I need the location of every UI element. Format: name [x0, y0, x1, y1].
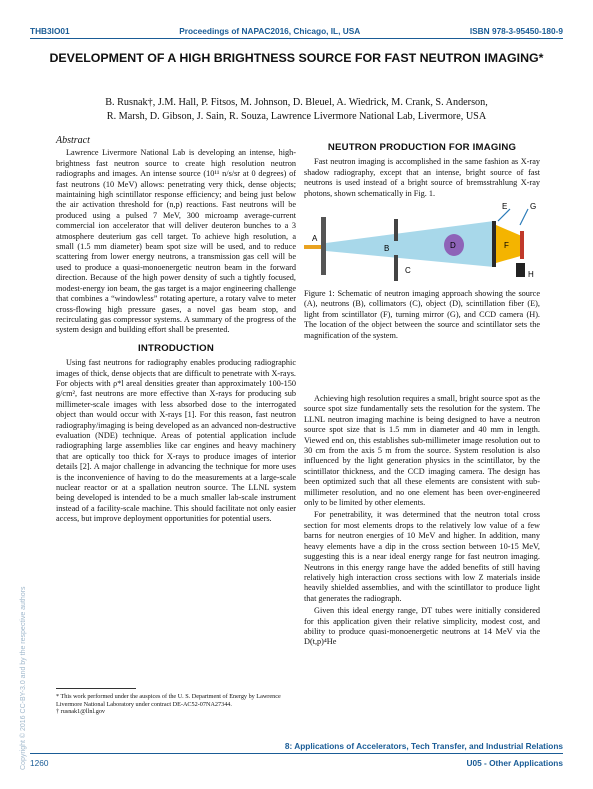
ccd-camera-h — [516, 263, 525, 277]
pointer-g — [520, 209, 528, 225]
label-c: C — [405, 266, 411, 276]
neutron-imaging-diagram — [304, 203, 540, 285]
author-list — [40, 96, 553, 124]
label-g: G — [530, 203, 537, 212]
label-a: A — [312, 234, 318, 244]
neutron-beam — [326, 221, 494, 267]
header-paper-id: THB3IO01 — [30, 26, 70, 36]
header-isbn: ISBN 978-3-95450-180-9 — [469, 26, 563, 36]
footer-page-number: 1260 — [30, 758, 49, 768]
footer-classification: U05 - Other Applications — [466, 758, 563, 768]
source-wall — [321, 217, 326, 275]
abstract-heading: Abstract — [56, 135, 90, 146]
footnotes — [56, 693, 296, 716]
header-rule — [30, 38, 563, 39]
collimator-bottom — [394, 255, 398, 281]
mirror-g — [520, 231, 524, 259]
introduction-heading: INTRODUCTION — [138, 342, 214, 354]
right-column-top — [304, 143, 540, 343]
paragraph-resolution: Achieving high resolution requires a small, bright source spot as the source spot size fundamentally sets the resolution for the system. The LLNL neutron imaging machine is being designed to have a neutron source spot size that is 1.5 mm in diameter and 40 mm in length. Viewed end on, this establishes sub-millimeter image resolution out to 30 cm from the axis 5 m from the source. System resolution is also influenced by the light generation physics in the scintillator, by the scintillator thickness, and the CCD imaging camera. The design has been optimized such that all these elements are consistent with sub-millimeter resolution, and no one element has been over-engineered only to be limited by other elements. — [304, 394, 540, 508]
footnote-rule — [56, 688, 136, 689]
footnote-email: † rusnak1@llnl.gov — [56, 708, 106, 716]
figure-1-caption: Figure 1: Schematic of neutron imaging approach showing the source (A), neutrons (B), collimators (C), object (D), scintillation fiber (E), light from scintillator (F), turning mirror (G), and CCD camera (H). The location of the object between the source and scintillator sets the magnification of the system. — [304, 289, 540, 340]
label-e: E — [502, 203, 508, 212]
scintillator-light-f — [496, 225, 524, 263]
author-line-2: R. Marsh, D. Gibson, J. Sain, R. Souza, Lawrence Livermore National Lab, Livermore, USA — [106, 111, 487, 122]
label-d: D — [450, 241, 456, 251]
label-f: F — [504, 241, 509, 251]
scintillator-e — [492, 221, 496, 267]
left-column — [56, 136, 296, 527]
production-heading: NEUTRON PRODUCTION FOR IMAGING — [327, 142, 517, 153]
running-header — [30, 26, 563, 36]
paragraph-energy-range: Given this ideal energy range, DT tubes were initially considered for this application given their relative simplicity, modest cost, and ability to produce quasi-monoenergetic neutrons at 14 MeV via the D(t,p)⁴He — [304, 606, 540, 647]
copyright-sidebar: Copyright © 2016 CC-BY-3.0 and by the respective authors — [20, 586, 27, 770]
collimator-top — [394, 219, 398, 241]
label-b: B — [384, 244, 390, 254]
header-proceedings: Proceedings of NAPAC2016, Chicago, IL, USA — [179, 26, 361, 36]
author-line-1: B. Rusnak†, J.M. Hall, P. Fitsos, M. Johnson, D. Bleuel, A. Wiedrick, M. Crank, S. Anderson, — [105, 97, 488, 108]
footer-rule — [30, 753, 563, 754]
paragraph-penetrability: For penetrability, it was determined that the neutron total cross section for most elements drops to the relatively low value of a few barns for neutron energies of 10 MeV and higher. In addition, many heavy elements have a dip in the cross section between 10-15 MeV, suggesting this is a near ideal energy range for fast neutron imaging. Neutrons in this energy range have the added benefits of still having relatively high interaction cross sections with low Z materials inside heavily shielded assemblies, and with the scintillator to produce light that generates the radiograph. — [304, 510, 540, 603]
paper-title: DEVELOPMENT OF A HIGH BRIGHTNESS SOURCE FOR FAST NEUTRON IMAGING* — [49, 51, 544, 65]
footnote-funding: * This work performed under the auspices of the U. S. Department of Energy by Lawrence Livermore National Laboratory under contract DE-AC52-07NA27344. — [56, 693, 281, 708]
label-h: H — [528, 270, 534, 280]
right-column-body — [304, 394, 540, 650]
introduction-text: Using fast neutrons for radiography enables producing radiographic images of thick, dense objects that are difficult to penetrate with X-rays. For objects with ρ*l areal densities greater than approximately 100-150 g/cm², fast neutrons are more effective than X-rays for producing sub millimeter-scale images with less absorbed dose to the interrogated object than would occur with X-rays [1]. For this reason, fast neutron radiography/imaging is being developed as an advanced non-destructive evaluation (NDE) technique. Areas of potential application include radiographing large assemblies like car engines and heavy machinery that are optically too thick for X-rays to produce images of interior details [2]. A major challenge in advancing the technique for more uses is the inconvenience of having to do the measurements at a large-scale nuclear reactor or at a spallation neutron source. The LLNL system being developed is intended to be a much smaller lab-scale instrument instead of a facility-scale machine. This should facilitate not only easier access, but improve deployment opportunities for potential users. — [56, 358, 296, 524]
source-beam-line — [304, 245, 322, 249]
abstract-text: Lawrence Livermore National Lab is developing an intense, high-brightness fast neutron source to create high resolution neutron radiographs and images. An intense source (10¹¹ n/s/sr at 0 degrees) of fast neutrons (10 MeV) allows: penetrating very thick, dense objects; maintaining high scintillator response efficiency; and being just below the air activation threshold for (n,p) reactions. Fast neutrons will be produced using a pulsed 7 MeV, 300 microamp average-current commercial ion accelerator that will deliver deuteron bunches to a 3 atmosphere deuterium gas cell target. To achieve high resolution, a small (1.5 mm diameter) beam spot size will be used, and to reduce scattering from lower energy neutrons, a transmission gas cell will be used to produce a quasi-monoenergetic neutron beam in the forward direction. Because of the high power density of such a tightly focused, modest-energy ion beam, the gas target is a major engineering challenge that combines a “windowless” rotating aperture, a rotary valve to meter cross-flowing high pressure gases, a novel gas beam stop, and recirculating gas compressor systems. A summary of the progress of the system design and building effort shall be presented. — [56, 148, 296, 335]
production-text: Fast neutron imaging is accomplished in the same fashion as X-ray shadow radiography, except that an intense, bright source of fast neutrons is used instead of a bright source of bremsstrahlung X-ray photons, shown schematically in Fig. 1. — [304, 157, 540, 198]
footer-section: 8: Applications of Accelerators, Tech Transfer, and Industrial Relations — [284, 741, 563, 751]
figure-1-schematic — [304, 203, 540, 285]
